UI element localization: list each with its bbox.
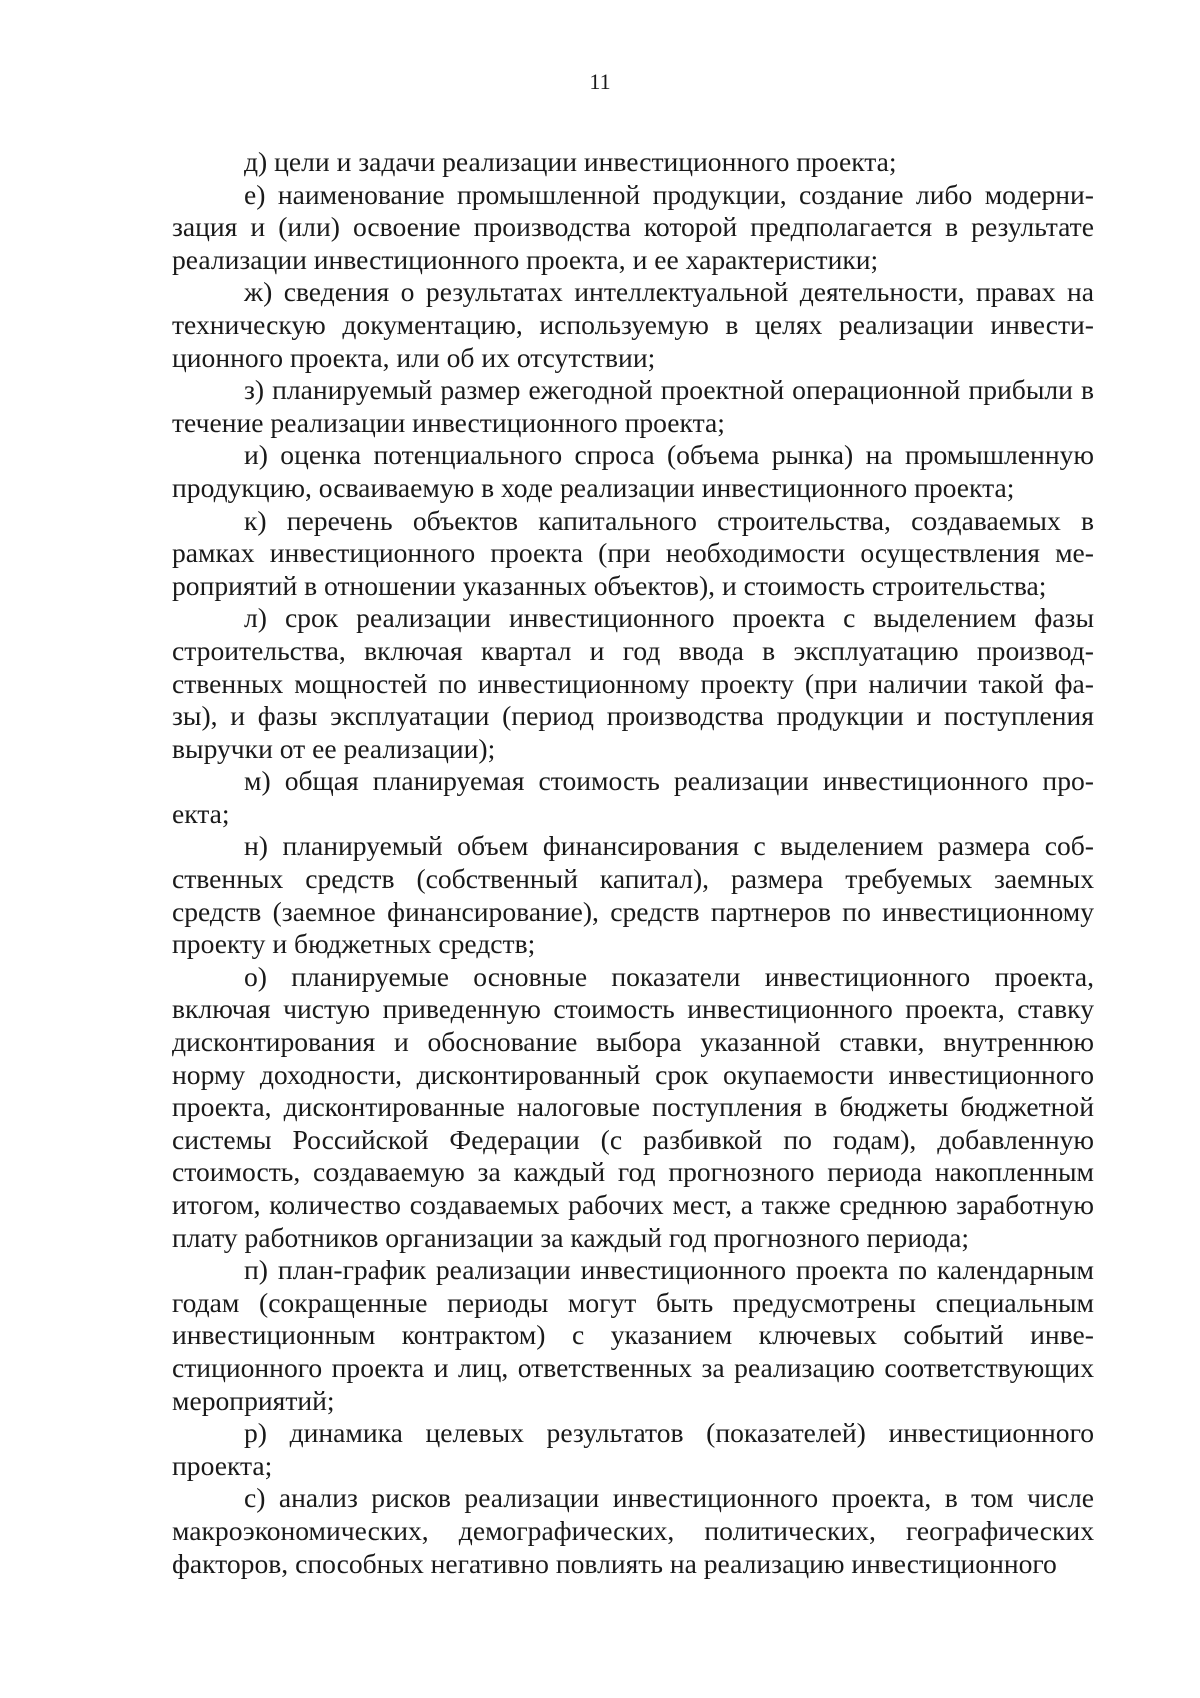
paragraph-d: д) цели и задачи реализации инвестиционного проекта; <box>244 146 897 177</box>
paragraph-l: л) срок реализации инвестиционного проекта с выделением фазы строительства, включая квартал и год ввода в эксплуатацию производственных мощностей по инвестиционному проекту (при наличии такой фазы), и фазы эксплуатации (период производства продукции и поступления выручки от ее реализации); <box>172 602 1094 764</box>
paragraph-n: н) планируемый объем финансирования с выделением размера собственных средств (собственный капитал), размера требуемых заемных средств (заемное финансирование), средств партнеров по инвестиционному проекту и бюджетных средств; <box>172 830 1094 960</box>
page-number: 11 <box>589 69 611 94</box>
document-body <box>172 146 1094 1580</box>
paragraph-r: р) динамика целевых результатов (показателей) инвестиционного проекта; <box>172 1417 1094 1481</box>
paragraph-k: к) перечень объектов капитального строительства, создаваемых в рамках инвестиционного проекта (при необходимости осуществления мероприятий в отношении указанных объектов), и стоимость строительства; <box>172 504 1094 601</box>
paragraph-p: п) план-график реализации инвестиционного проекта по календарным годам (сокращенные периоды могут быть предусмотрены специальным инвестиционным контрактом) с указанием ключевых событий инвестиционного проекта и лиц, ответственных за реализацию соответствующих мероприятий; <box>172 1254 1094 1416</box>
paragraph-s: с) анализ рисков реализации инвестиционного проекта, в том числе макроэкономических, демографических, политических, географических факторов, способных негативно повлиять на реализацию инвестиционного <box>172 1482 1094 1579</box>
paragraph-o: о) планируемые основные показатели инвестиционного проекта, включая чистую приведенную стоимость инвестиционного проекта, ставку дисконтирования и обоснование выбора указанной ставки, внутреннюю норму доходности, дисконтированный срок окупаемости инвестиционного проекта, дисконтированные налоговые поступления в бюджеты бюджетной системы Российской Федерации (с разбивкой по годам), добавленную стоимость, создаваемую за каждый год прогнозного периода накопленным итогом, количество создаваемых рабочих мест, а также среднюю заработную плату работников организации за каждый год прогнозного периода; <box>172 960 1094 1253</box>
paragraph-m: м) общая планируемая стоимость реализации инвестиционного проекта; <box>172 765 1094 829</box>
paragraph-z: з) планируемый размер ежегодной проектной операционной прибыли в течение реализации инвестиционного проекта; <box>172 374 1094 438</box>
paragraph-e: е) наименование промышленной продукции, создание либо модернизация и (или) освоение производства которой предполагается в результате реализации инвестиционного проекта, и ее характеристики; <box>172 178 1094 275</box>
paragraph-i: и) оценка потенциального спроса (объема рынка) на промышленную продукцию, осваиваемую в ходе реализации инвестиционного проекта; <box>172 439 1094 503</box>
paragraph-zh: ж) сведения о результатах интеллектуальной деятельности, правах на техническую документацию, используемую в целях реализации инвестиционного проекта, или об их отсутствии; <box>172 276 1094 373</box>
